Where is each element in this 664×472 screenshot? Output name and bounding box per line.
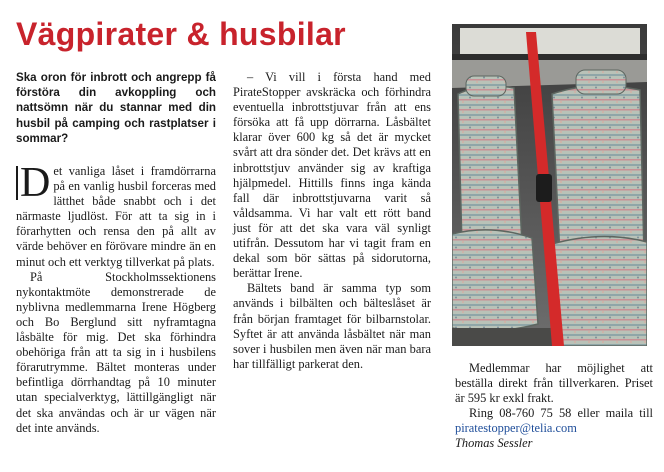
- paragraph-2: På Stockholmssektionens nykontaktmöte demonstrerade de nyblivna medlemmarna Irene Högberg och Bo Berglund sitt nyframtagna låsbälte för mig. Det ska förhindra obehöriga från att ta sig in i husbilens förarutrymme. Bältet monteras under befintliga dörrhandtag på 10 minuter utan specialverktyg, lättillgängligt när det ska användas och är ur vägen när det inte används.: [16, 269, 216, 435]
- ingress: Ska oron för inbrott och angrepp få förstöra din avkoppling och nattsömn när du stannar med din husbil på camping och rastplatser i sommar?: [16, 71, 216, 145]
- contact-text: Ring 08-760 75 58 eller maila till: [469, 406, 653, 421]
- column-3: [455, 361, 653, 452]
- seats-illustration: [452, 24, 647, 346]
- byline: Thomas Sessler: [455, 436, 533, 451]
- paragraph-5: Medlemmar har möjlighet att beställa direkt från tillverkaren. Priset är 595 kr exkl frakt.: [455, 361, 653, 406]
- paragraph-4: Bältets band är samma typ som används i bilbälten och bälteslåset är från början framtaget för bilbarnstolar. Syftet är att använda låsbältet när man sover i husbilen men även när man bara har tillfälligt parkerat den.: [233, 281, 431, 371]
- paragraph-6: [455, 406, 653, 436]
- email-link[interactable]: piratestopper@telia.com: [455, 421, 577, 436]
- paragraph-1: [16, 160, 216, 270]
- paragraph-1-text: et vanliga låset i framdörrarna på en vanlig husbil forceras med lätthet både snabbt och i det närmaste ljudlöst. För att ta sig in i förarhytten och rensa den på allt av värde behöver en förövare mindre än en minut och ett verktyg tillverkat på plats.: [16, 164, 216, 269]
- headline: Vägpirater & husbilar: [16, 16, 346, 52]
- paragraph-3: – Vi vill i första hand med PirateStopper avskräcka och förhindra eventuella inbrottstjuvar från att ens försöka att få upp dörrarna. Låsbältet klarar över 600 kg så det är mycket svårt att dra sönder det. Det krävs att en inbrottstjuv använder sig av kraftiga hjälpmedel. Hittills finns inga kända fall där inbrottstjuvarna varit så våldsamma. Vi har valt ett rött band just för att det ska vara väl synligt utifrån. Dessutom har vi tagit fram en dekal som bör sättas på sidorutorna, berättar Irene.: [233, 70, 431, 281]
- column-1: [16, 70, 216, 436]
- drop-cap: D: [16, 166, 53, 200]
- photo-seats-with-belt: [452, 24, 647, 346]
- column-2: [233, 70, 431, 372]
